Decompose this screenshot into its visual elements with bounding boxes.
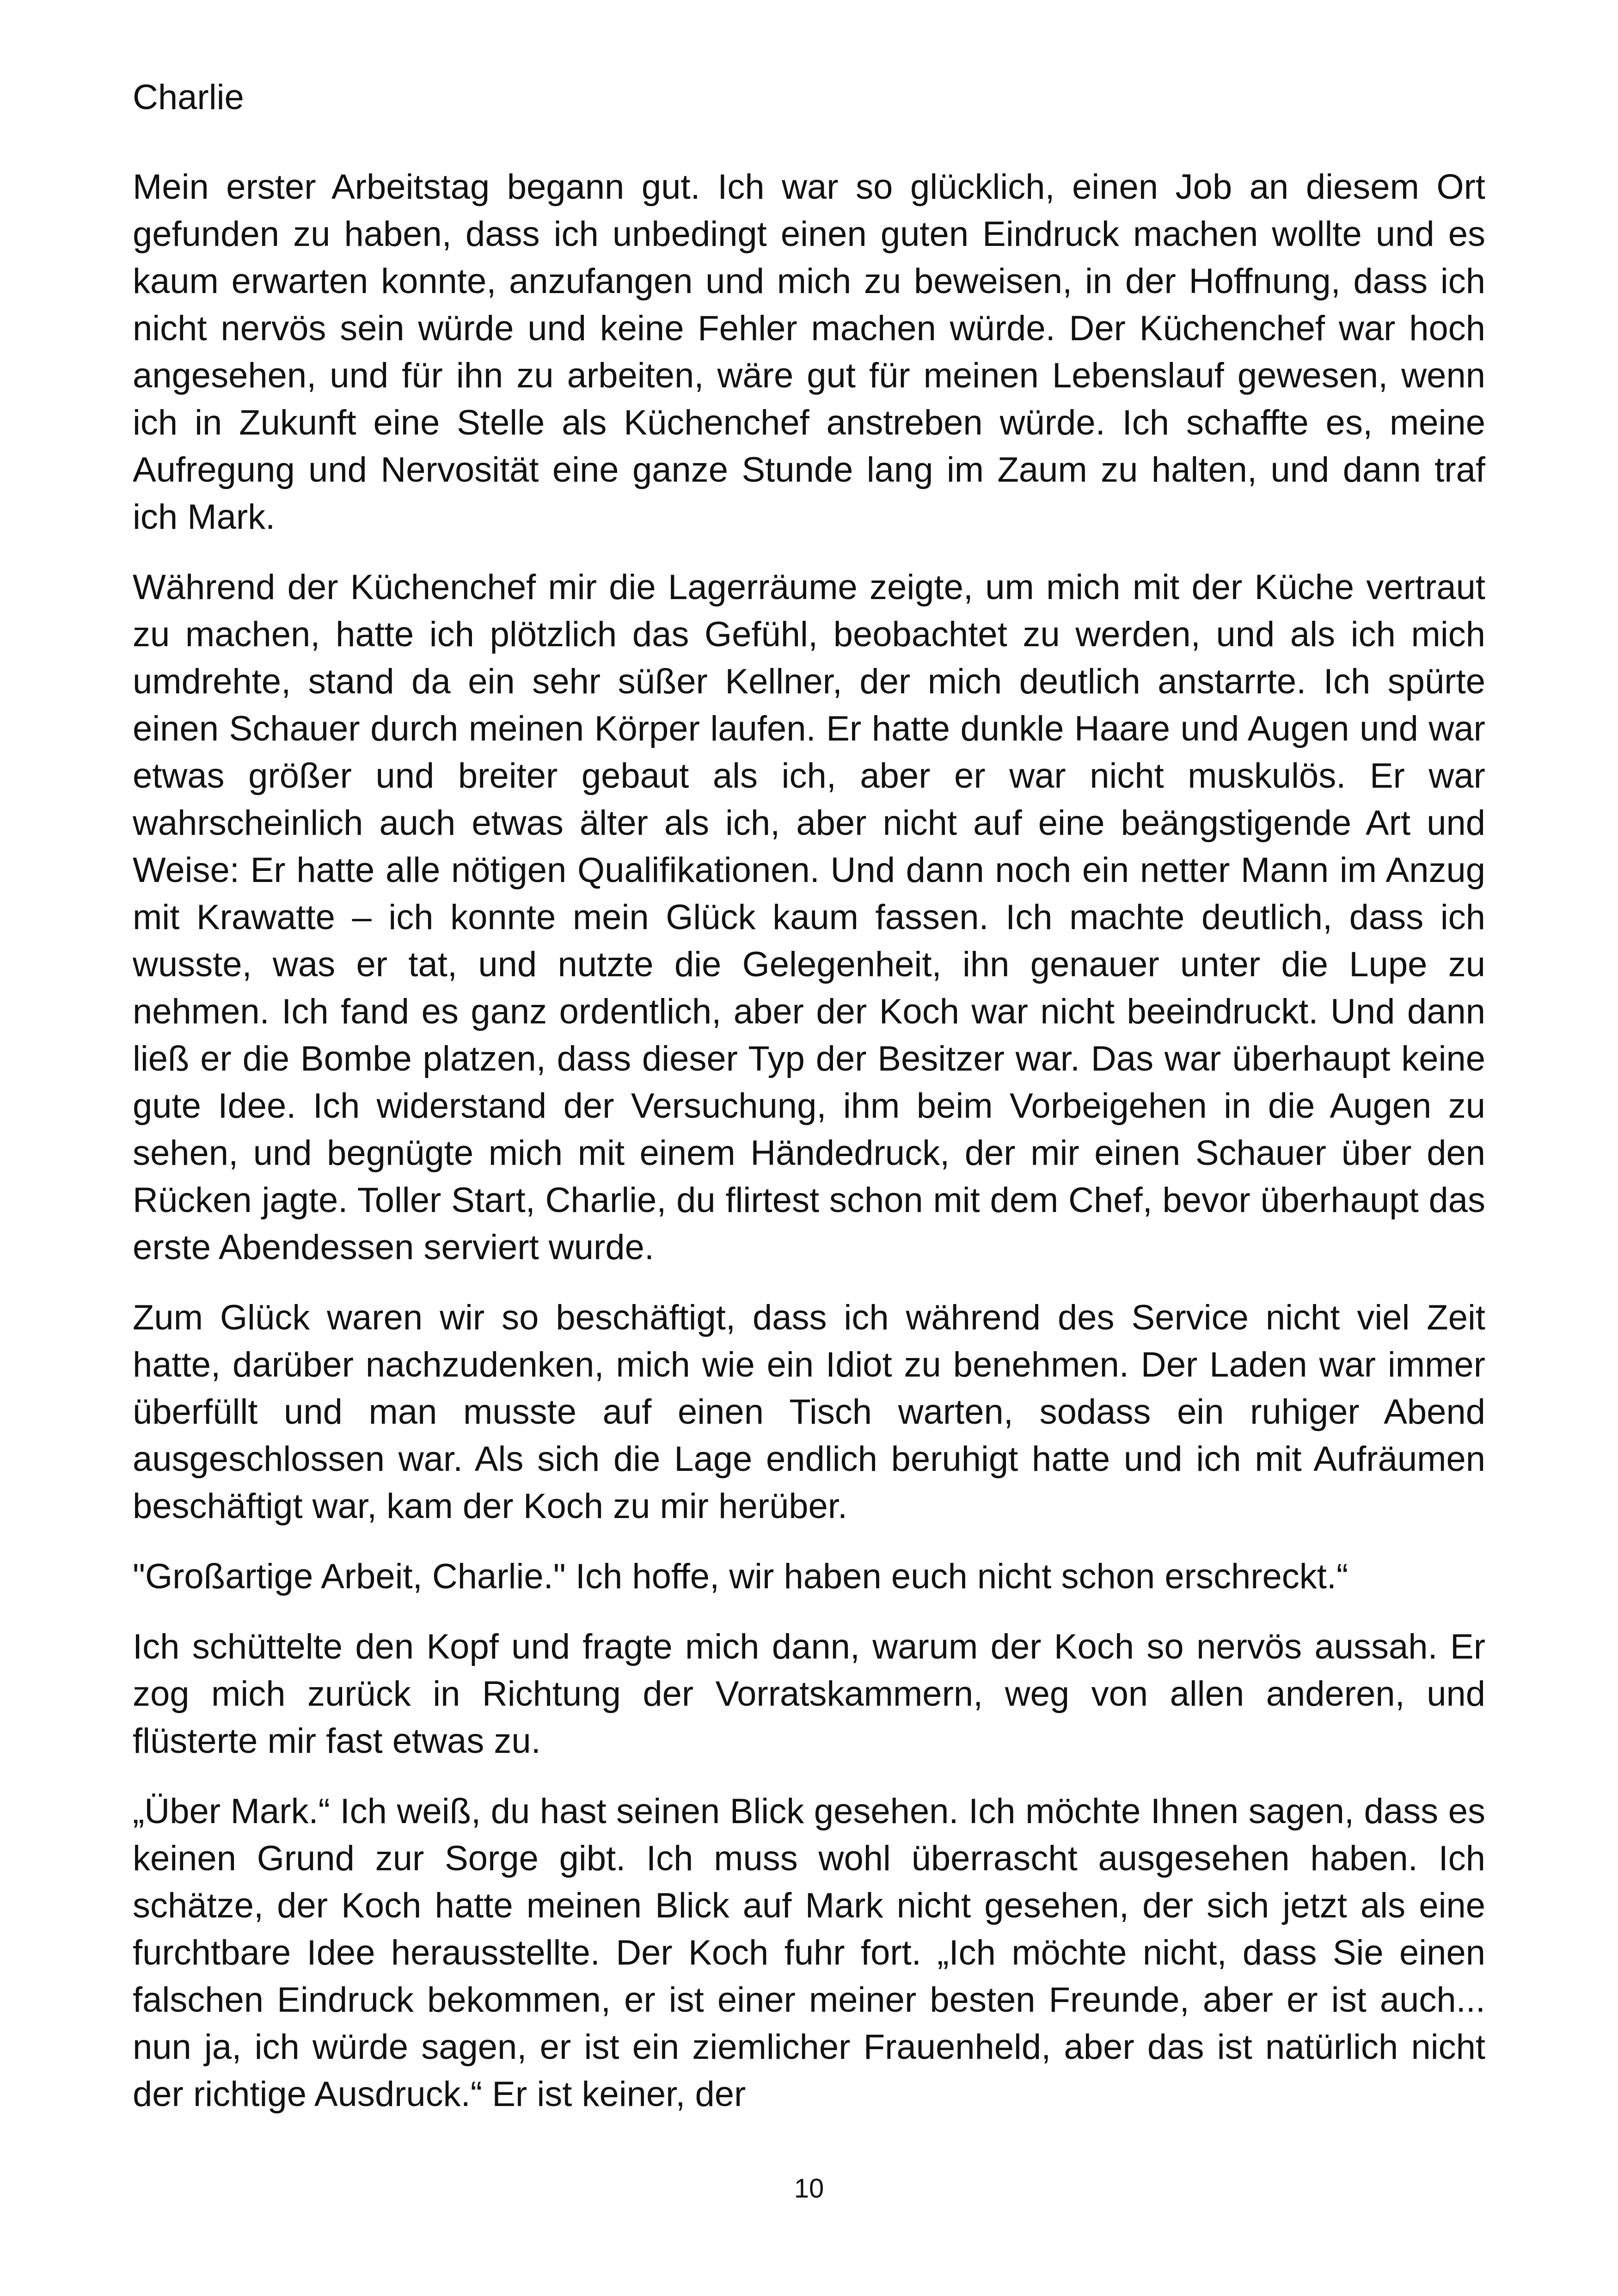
paragraph-6: „Über Mark.“ Ich weiß, du hast seinen Blick gesehen. Ich möchte Ihnen sagen, dass es keinen Grund zur Sorge gibt. Ich muss wohl überrascht ausgesehen haben. Ich schätze, der Koch hatte meinen Blick auf Mark nicht gesehen, der sich jetzt als eine furchtbare Idee herausstellte. Der Koch fuhr fort. „Ich möchte nicht, dass Sie einen falschen Eindruck bekommen, er ist einer meiner besten Freunde, aber er ist auch... nun ja, ich würde sagen, er ist ein ziemlicher Frauenheld, aber das ist natürlich nicht der richtige Ausdruck.“ Er ist keiner, der — [133, 1792, 1485, 2114]
paragraph-2: Während der Küchenchef mir die Lagerräume zeigte, um mich mit der Küche vertraut zu machen, hatte ich plötzlich das Gefühl, beobachtet zu werden, und als ich mich umdrehte, stand da ein sehr süßer Kellner, der mich deutlich anstarrte. Ich spürte einen Schauer durch meinen Körper laufen. Er hatte dunkle Haare und Augen und war etwas größer und breiter gebaut als ich, aber er war nicht muskulös. Er war wahrscheinlich auch etwas älter als ich, aber nicht auf eine beängstigende Art und Weise: Er hatte alle nötigen Qualifikationen. Und dann noch ein netter Mann im Anzug mit Krawatte – ich konnte mein Glück kaum fassen. Ich machte deutlich, dass ich wusste, was er tat, und nutzte die Gelegenheit, ihn genauer unter die Lupe zu nehmen. Ich fand es ganz ordentlich, aber der Koch war nicht beeindruckt. Und dann ließ er die Bombe platzen, dass dieser Typ der Besitzer war. Das war überhaupt keine gute Idee. Ich widerstand der Versuchung, ihm beim Vorbeigehen in die Augen zu sehen, und begnügte mich mit einem Händedruck, der mir einen Schauer über den Rücken jagte. Toller Start, Charlie, du flirtest schon mit dem Chef, bevor überhaupt das erste Abendessen serviert wurde. — [133, 568, 1485, 1267]
paragraph-4: "Großartige Arbeit, Charlie." Ich hoffe, wir haben euch nicht schon erschreckt.“ — [133, 1557, 1348, 1596]
paragraph-5: Ich schüttelte den Kopf und fragte mich dann, warum der Koch so nervös aussah. Er zog mich zurück in Richtung der Vorratskammern, weg von allen anderen, und flüsterte mir fast etwas zu. — [133, 1627, 1485, 1761]
paragraph-1: Mein erster Arbeitstag begann gut. Ich war so glücklich, einen Job an diesem Ort gefunden zu haben, dass ich unbedingt einen guten Eindruck machen wollte und es kaum erwarten konnte, anzufangen und mich zu beweisen, in der Hoffnung, dass ich nicht nervös sein würde und keine Fehler machen würde. Der Küchenchef war hoch angesehen, und für ihn zu arbeiten, wäre gut für meinen Lebenslauf gewesen, wenn ich in Zukunft eine Stelle als Küchenchef anstreben würde. Ich schaffte es, meine Aufregung und Nervosität eine ganze Stunde lang im Zaum zu halten, und dann traf ich Mark. — [133, 167, 1485, 537]
paragraph-3: Zum Glück waren wir so beschäftigt, dass ich während des Service nicht viel Zeit hatte, darüber nachzudenken, mich wie ein Idiot zu benehmen. Der Laden war immer überfüllt und man musste auf einen Tisch warten, sodass ein ruhiger Abend ausgeschlossen war. Als sich die Lage endlich beruhigt hatte und ich mit Aufräumen beschäftigt war, kam der Koch zu mir herüber. — [133, 1298, 1485, 1526]
chapter-title: Charlie — [133, 78, 244, 117]
page-body — [133, 74, 1485, 2141]
page-number: 10 — [794, 2174, 824, 2204]
